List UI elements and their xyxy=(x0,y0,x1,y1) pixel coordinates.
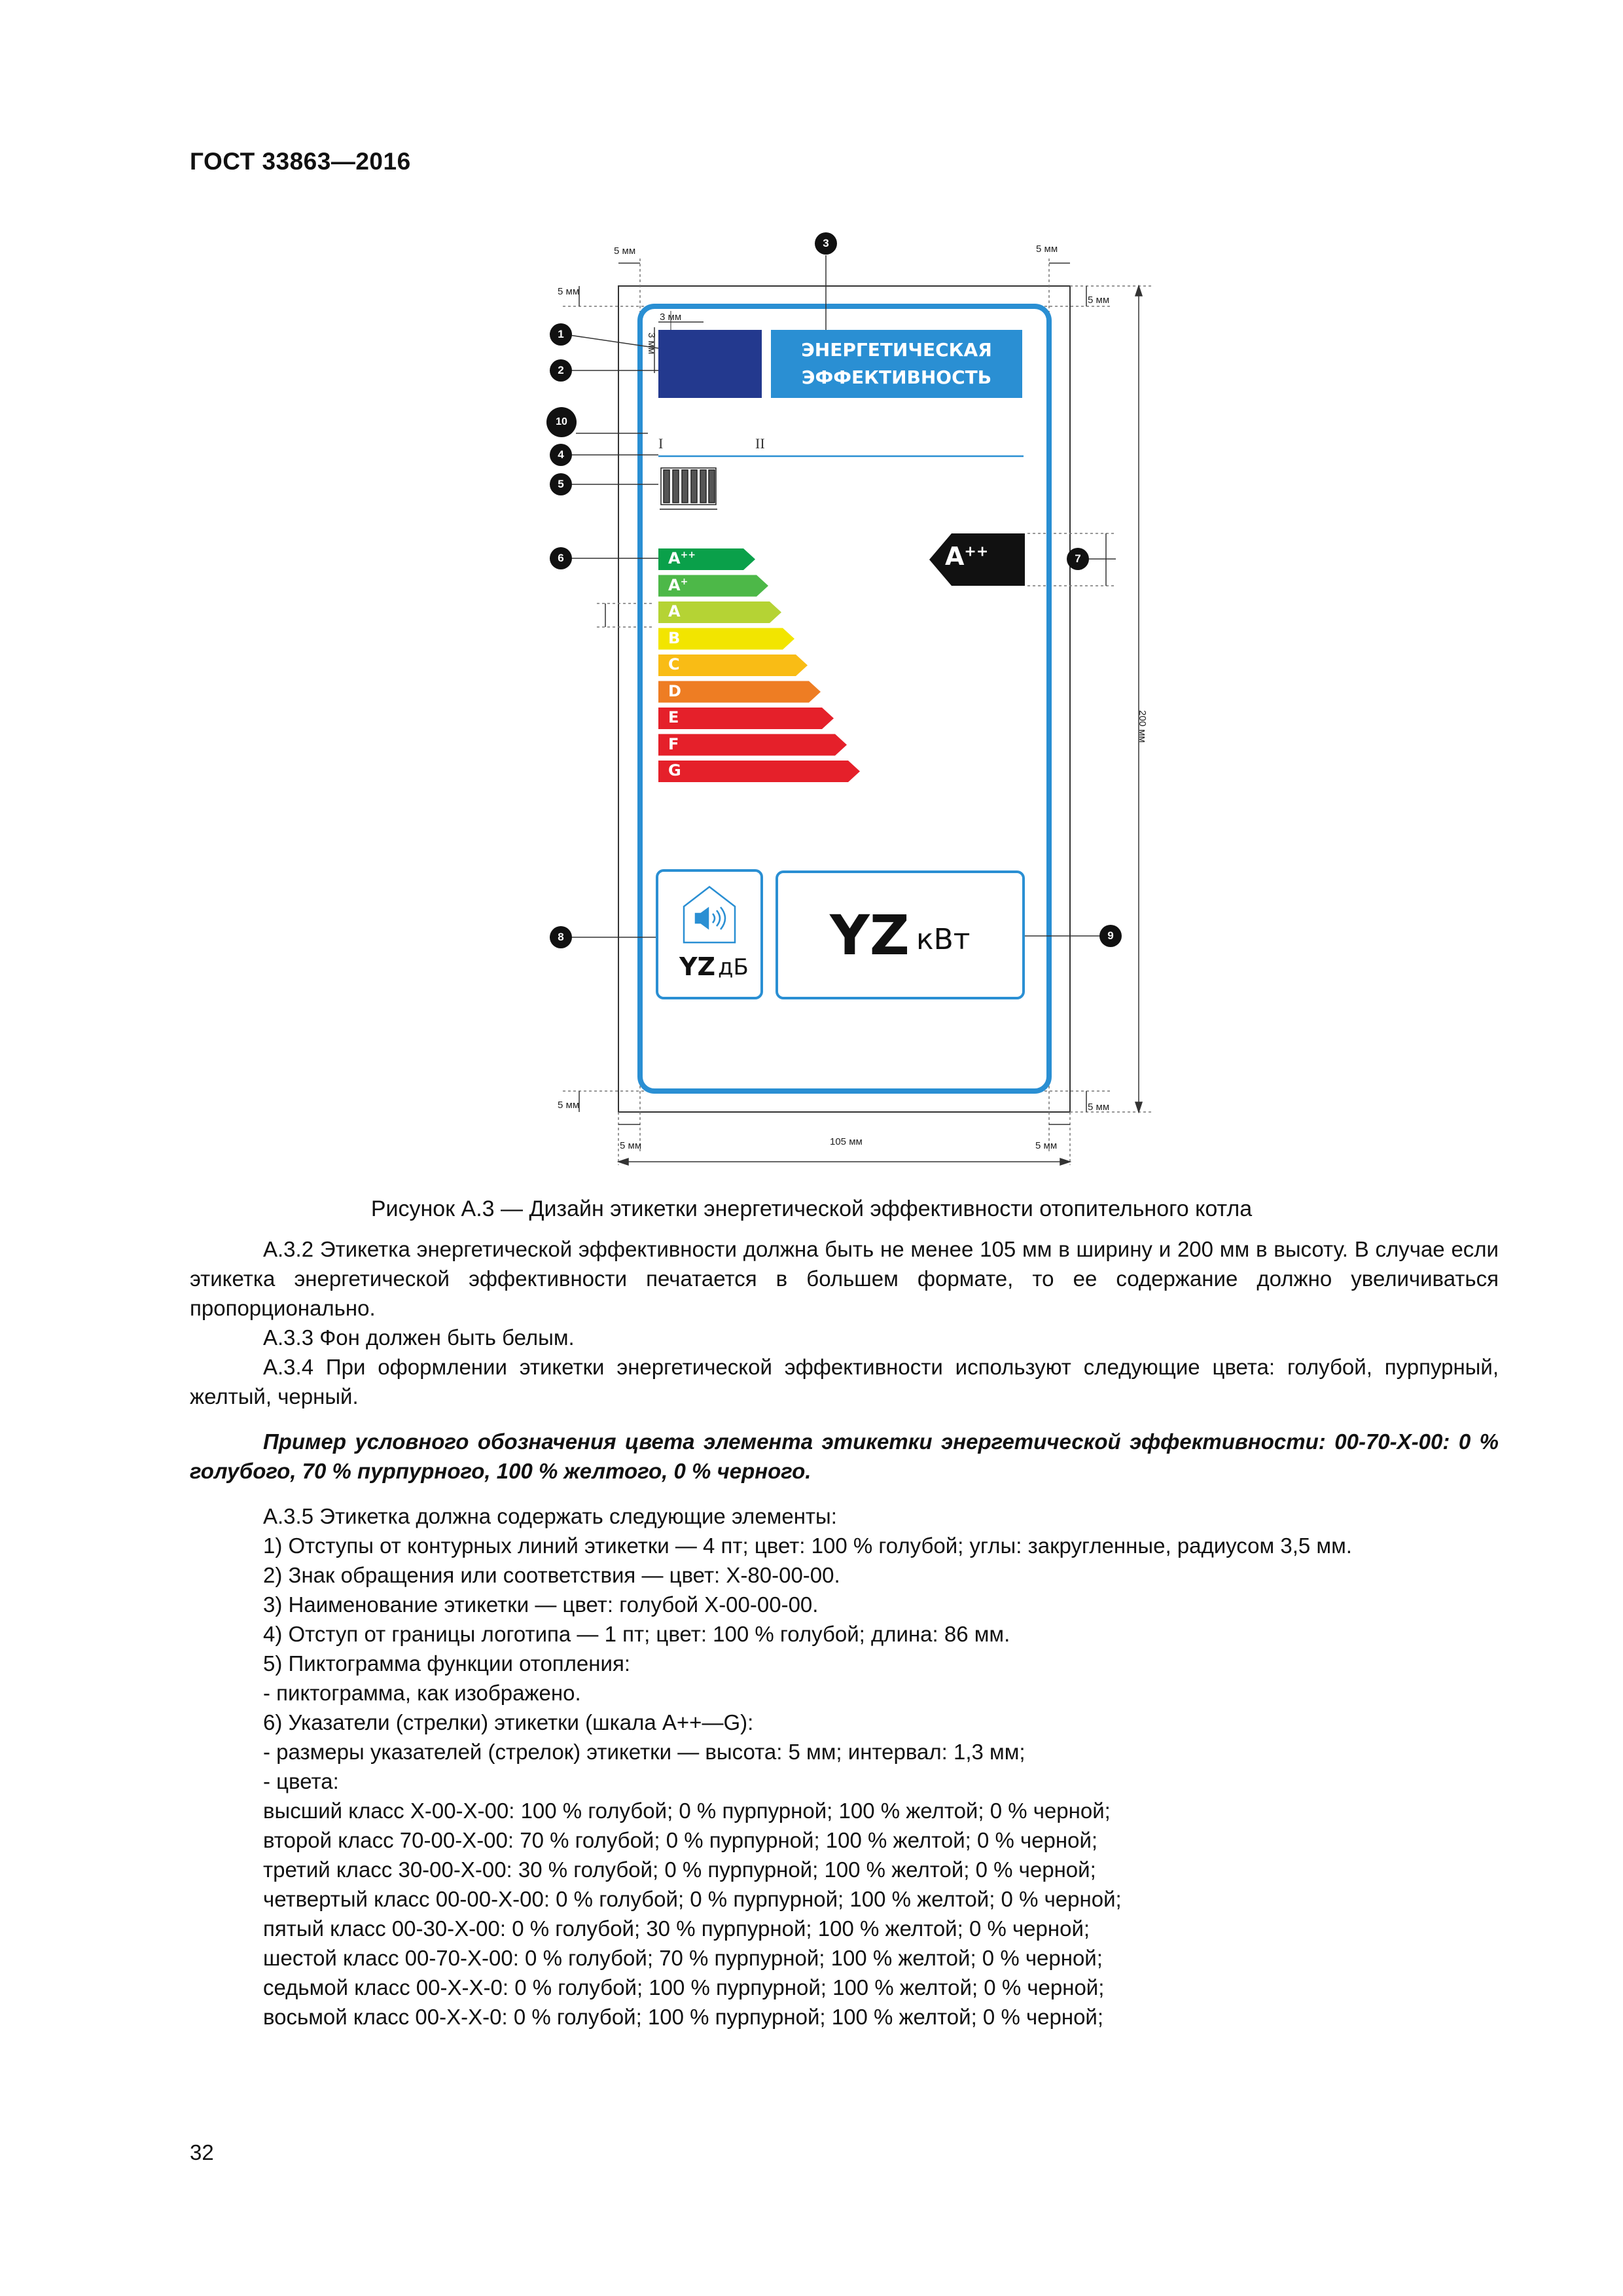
dim-right-5mm: 5 мм xyxy=(1036,243,1058,255)
class-arrow-label: C xyxy=(668,655,680,673)
class-arrow xyxy=(658,681,821,703)
class-arrow xyxy=(658,655,808,676)
list-item: высший класс Х-00-Х-00: 100 % голубой; 0 % пурпурной; 100 % желтой; 0 % черной; xyxy=(263,1799,1111,1823)
label-title xyxy=(771,330,1022,398)
dim-3mm-h: 3 мм xyxy=(660,312,682,323)
example-paragraph: Пример условного обозначения цвета элемента этикетки энергетической эффективности: 00-70-Х-00: 0 % голубого, 70 % пурпурного, 100 % желтого, 0 % черного. xyxy=(190,1429,1499,1483)
noise-unit: дБ xyxy=(718,954,749,980)
paragraph-a32: А.3.2 Этикетка энергетической эффективности должна быть не менее 105 мм в ширину и 200 мм в высоту. В случае если этикетка энергетической эффективности печатается в большем формате, то ее содержание должно увеличиваться пропорционально. xyxy=(190,1237,1499,1320)
dim-bottom-5mm: 5 мм xyxy=(558,1100,580,1111)
callout-5: 5 xyxy=(550,473,572,495)
element-list xyxy=(190,1531,1499,2032)
callout-9: 9 xyxy=(1099,925,1122,947)
paragraph-a35: А.3.5 Этикетка должна содержать следующие элементы: xyxy=(263,1504,837,1528)
dim-bottomright-5mm: 5 мм xyxy=(1088,1102,1110,1113)
list-item: восьмой класс 00-Х-Х-0: 0 % голубой; 100 % пурпурной; 100 % желтой; 0 % черной; xyxy=(263,2005,1104,2029)
callout-7: 7 xyxy=(1067,548,1089,570)
list-item: - размеры указателей (стрелок) этикетки — высота: 5 мм; интервал: 1,3 мм; xyxy=(263,1740,1026,1764)
label-title-line1: ЭНЕРГЕТИЧЕСКАЯ xyxy=(801,339,992,361)
dim-height-200mm: 200 мм xyxy=(1137,710,1148,743)
dim-bottom-right-5mm: 5 мм xyxy=(1035,1140,1058,1151)
dim-top-5mm: 5 мм xyxy=(558,286,580,297)
class-arrow-label: A+ xyxy=(668,575,688,594)
dim-topright-5mm: 5 мм xyxy=(1088,295,1110,306)
roman-ii: II xyxy=(755,435,765,452)
class-arrows xyxy=(658,548,860,782)
list-item: седьмой класс 00-Х-Х-0: 0 % голубой; 100 % пурпурной; 100 % желтой; 0 % черной; xyxy=(263,1975,1105,2000)
list-item: шестой класс 00-70-Х-00: 0 % голубой; 70 % пурпурной; 100 % желтой; 0 % черной; xyxy=(263,1946,1103,1970)
dim-width-105mm: 105 мм xyxy=(830,1136,863,1147)
class-arrow-label: D xyxy=(668,681,681,700)
class-arrow-label: B xyxy=(668,628,681,647)
dim-bottom-left-5mm: 5 мм xyxy=(620,1140,642,1151)
radiator-icon xyxy=(660,468,717,509)
power-value: YZ xyxy=(830,903,910,967)
class-arrow xyxy=(658,734,847,756)
list-item: - цвета: xyxy=(263,1769,339,1793)
list-item: 4) Отступ от границы логотипа — 1 пт; цвет: 100 % голубой; длина: 86 мм. xyxy=(263,1622,1010,1646)
label-title-line2: ЭФФЕКТИВНОСТЬ xyxy=(801,367,992,388)
callout-8: 8 xyxy=(550,926,572,948)
paragraph-a33: А.3.3 Фон должен быть белым. xyxy=(263,1325,575,1350)
class-arrow xyxy=(658,708,834,729)
dim-3mm-v: 3 мм xyxy=(646,332,657,355)
callout-2: 2 xyxy=(550,359,572,382)
list-item: 5) Пиктограмма функции отопления: xyxy=(263,1651,630,1676)
callout-10: 10 xyxy=(546,407,577,437)
class-arrow-label: E xyxy=(668,708,679,726)
noise-value: YZ xyxy=(679,952,716,981)
class-arrow-label: F xyxy=(668,734,679,753)
power-unit: кВт xyxy=(916,923,971,956)
class-arrow-label: G xyxy=(668,761,681,780)
conformity-mark xyxy=(658,330,762,398)
callout-1: 1 xyxy=(550,323,572,346)
page-number: 32 xyxy=(190,2140,214,2164)
list-item: пятый класс 00-30-Х-00: 0 % голубой; 30 % пурпурной; 100 % желтой; 0 % черной; xyxy=(263,1916,1090,1941)
paragraph-a34: А.3.4 При оформлении этикетки энергетической эффективности используют следующие цвета: голубой, пурпурный, желтый, черный. xyxy=(190,1355,1499,1408)
list-item: - пиктограмма, как изображено. xyxy=(263,1681,581,1705)
callout-6: 6 xyxy=(550,547,572,569)
document-body xyxy=(190,1234,1499,2032)
list-item: 6) Указатели (стрелки) этикетки (шкала А++—G): xyxy=(263,1710,754,1734)
class-arrow-label: A xyxy=(668,602,681,620)
dim-left-5mm: 5 мм xyxy=(614,245,636,257)
list-item: 2) Знак обращения или соответствия — цвет: Х-80-00-00. xyxy=(263,1563,840,1587)
class-arrow xyxy=(658,761,860,782)
list-item: 3) Наименование этикетки — цвет: голубой Х-00-00-00. xyxy=(263,1592,819,1617)
figure-caption: Рисунок А.3 — Дизайн этикетки энергетической эффективности отопительного котла xyxy=(370,1196,1253,1221)
class-arrow-label: A++ xyxy=(668,549,696,567)
list-item: четвертый класс 00-00-Х-00: 0 % голубой; 0 % пурпурной; 100 % желтой; 0 % черной; xyxy=(263,1887,1122,1911)
callout-3: 3 xyxy=(815,232,837,255)
list-item: третий класс 30-00-Х-00: 30 % голубой; 0 % пурпурной; 100 % желтой; 0 % черной; xyxy=(263,1857,1096,1882)
callout-4: 4 xyxy=(550,444,572,466)
list-item: 1) Отступы от контурных линий этикетки — 4 пт; цвет: 100 % голубой; углы: закругленные, радиусом 3,5 мм. xyxy=(263,1534,1352,1558)
document-header: ГОСТ 33863—2016 xyxy=(190,148,411,175)
list-item: второй класс 70-00-Х-00: 70 % голубой; 0 % пурпурной; 100 % желтой; 0 % черной; xyxy=(263,1828,1098,1852)
class-indicator-label: A++ xyxy=(945,542,989,571)
roman-i: I xyxy=(658,435,664,452)
